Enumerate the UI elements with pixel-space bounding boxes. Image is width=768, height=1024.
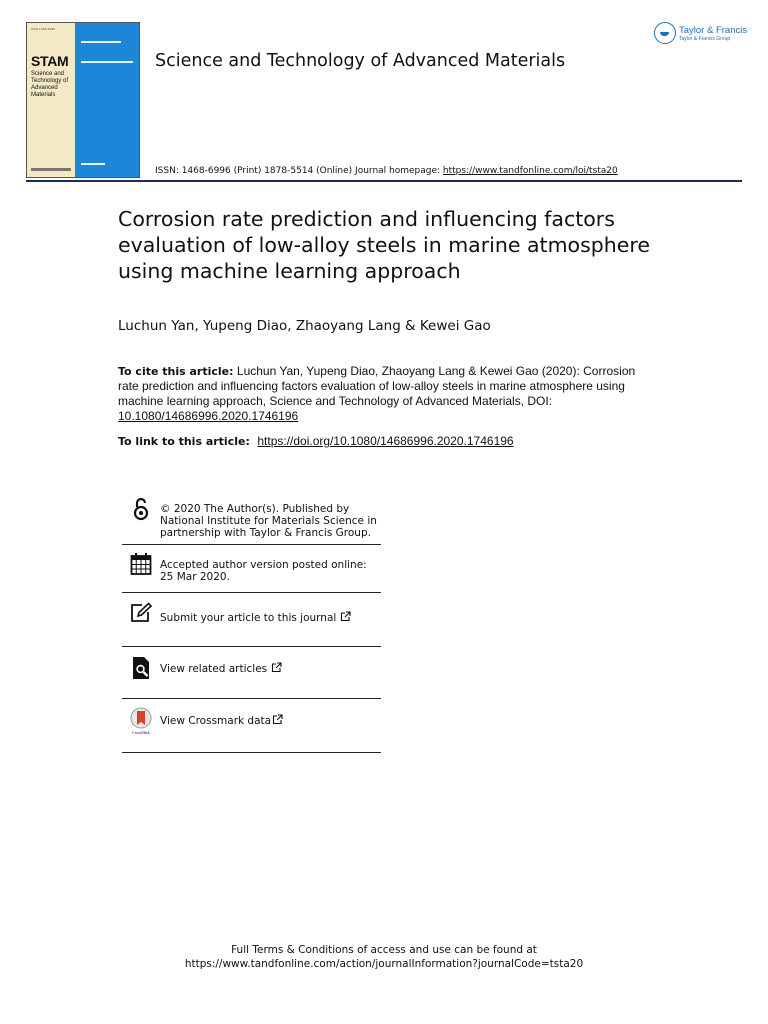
cover-footer-strip [31, 168, 71, 171]
article-link-label: To link to this article: [118, 435, 250, 448]
citation-block [118, 364, 638, 424]
journal-cover-image [26, 22, 140, 178]
article-title: Corrosion rate prediction and influencing factors evaluation of low-alloy steels in marine atmosphere using machine learning approach [118, 207, 650, 283]
related-articles-link[interactable]: View related articles [160, 663, 268, 675]
crossmark-link[interactable]: View Crossmark data [160, 715, 272, 727]
terms-link[interactable]: https://www.tandfonline.com/action/journalInformation?journalCode=tsta20 [184, 958, 584, 970]
external-link-icon [271, 662, 282, 673]
article-link-line [118, 434, 514, 448]
open-access-icon [133, 497, 149, 521]
publisher-tagline: Taylor & Francis Group [679, 35, 731, 42]
related-row[interactable] [122, 647, 381, 699]
header-divider [26, 180, 742, 182]
accepted-text: Accepted author version posted online: 25 Mar 2020. [160, 559, 367, 583]
article-authors: Luchun Yan, Yupeng Diao, Zhaoyang Lang & Kewei Gao [118, 318, 491, 334]
citation-text: Luchun Yan, Yupeng Diao, Zhaoyang Lang & Kewei Gao (2020): Corrosion rate prediction and influencing factors evaluation of low-alloy steels in marine atmosphere using machine learning approach, Science and Technology of Advanced Materials, DOI: [118, 364, 636, 408]
article-doi-link[interactable]: https://doi.org/10.1080/14686996.2020.1746196 [257, 434, 514, 448]
citation-label: To cite this article: [118, 365, 234, 378]
external-link-icon [272, 714, 283, 725]
crossmark-badge-text: CrossMark [132, 730, 150, 735]
document-search-icon [131, 656, 151, 680]
calendar-icon [130, 552, 152, 576]
terms-text: Full Terms & Conditions of access and use can be found at [231, 944, 537, 956]
issn-text: ISSN: 1468-6996 (Print) 1878-5514 (Online) Journal homepage: [155, 166, 443, 176]
license-row [122, 493, 381, 545]
issn-line [155, 166, 618, 176]
article-info-list [122, 493, 381, 753]
journal-name: Science and Technology of Advanced Materials [155, 51, 566, 71]
cover-blue-panel [75, 23, 140, 178]
crossmark-row[interactable] [122, 699, 381, 753]
cover-small-text: ISSN 1468-6996 [31, 27, 56, 31]
publisher-name: Taylor & Francis [679, 24, 748, 36]
submit-row[interactable] [122, 593, 381, 647]
publisher-logo[interactable] [654, 22, 747, 44]
cover-title: STAM [31, 53, 69, 69]
terms-footer [0, 943, 768, 971]
cover-subtitle: Science and Technology of Advanced Materials [31, 71, 69, 98]
journal-homepage-link[interactable]: https://www.tandfonline.com/loi/tsta20 [442, 166, 618, 176]
external-link-icon [340, 611, 351, 622]
publisher-logo-icon [654, 22, 676, 44]
edit-icon [129, 602, 153, 624]
accepted-row [122, 545, 381, 593]
license-text: © 2020 The Author(s). Published by National Institute for Materials Science in partnership with Taylor & Francis Group. [160, 503, 377, 539]
crossmark-icon [130, 707, 152, 729]
submit-article-link[interactable]: Submit your article to this journal [160, 612, 337, 624]
citation-doi-link[interactable]: 10.1080/14686996.2020.1746196 [118, 409, 299, 423]
